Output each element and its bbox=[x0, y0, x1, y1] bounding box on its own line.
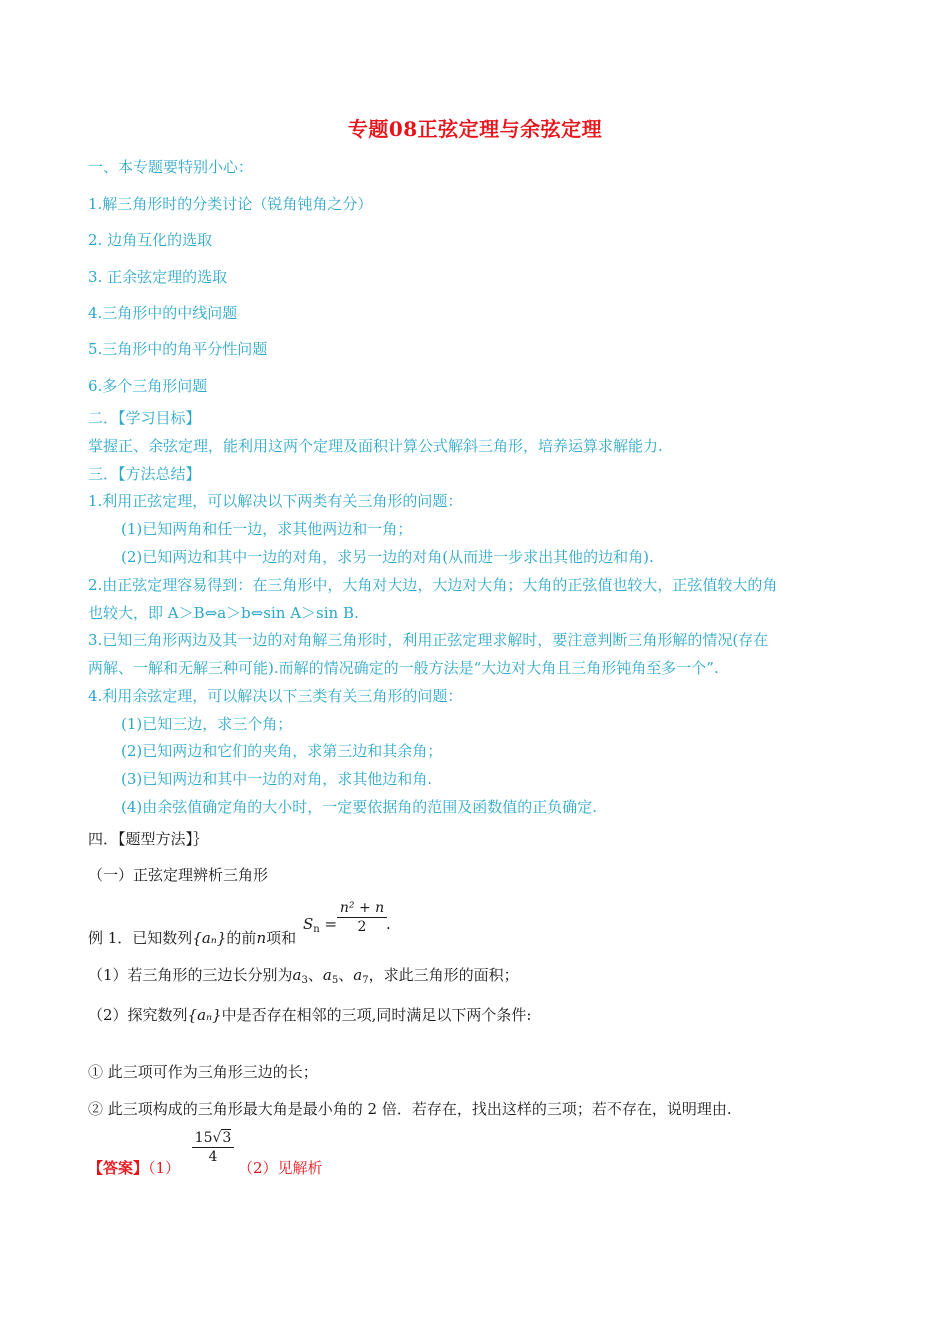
period: . bbox=[386, 915, 391, 933]
method-subitem: (1)已知两角和任一边，求其他两边和一角； bbox=[121, 520, 413, 538]
sequence-symbol: {aₙ} bbox=[192, 929, 227, 947]
answer-line: 【答案】（1） bbox=[88, 1159, 181, 1177]
sum-formula: $S_n$ = bbox=[303, 915, 338, 935]
section1-item: 5.三角形中的角平分性问题 bbox=[88, 340, 268, 358]
section1-item: 2. 边角互化的选取 bbox=[88, 231, 213, 249]
section4-heading: 四．【题型方法】｝ bbox=[88, 830, 209, 848]
method-subitem: (2)已知两边和它们的夹角，求第三边和其余角； bbox=[121, 742, 443, 760]
section1-item: 3. 正余弦定理的选取 bbox=[88, 268, 228, 286]
method-paragraph: 4.利用余弦定理，可以解决以下三类有关三角形的问题： bbox=[88, 687, 463, 705]
section2-heading: 二．【学习目标】 bbox=[88, 409, 201, 427]
method-subitem: (2)已知两边和其中一边的对角，求另一边的对角(从而进一步求出其他的边和角). bbox=[121, 548, 654, 566]
method-paragraph: 3.已知三角形两边及其一边的对角解三角形时，利用正弦定理求解时，要注意判断三角形解的情况(存在 bbox=[88, 631, 769, 649]
section1-item: 1.解三角形时的分类讨论（锐角钝角之分） bbox=[88, 195, 373, 213]
answer-part-2: （2）见解析 bbox=[238, 1159, 323, 1177]
section3-heading: 三．【方法总结】 bbox=[88, 465, 201, 483]
condition-1: ① 此三项可作为三角形三边的长； bbox=[88, 1063, 318, 1081]
method-subitem: (1)已知三边，求三个角； bbox=[121, 715, 293, 733]
section1-heading: 一、本专题要特别小心： bbox=[88, 158, 254, 176]
method-subitem: (4)由余弦值确定角的大小时，一定要依据角的范围及函数值的正负确定. bbox=[121, 798, 598, 816]
method-paragraph: 两解、一解和无解三种可能).而解的情况确定的一般方法是“大边对大角且三角形钝角至多一个”. bbox=[88, 659, 719, 677]
example-statement: 例 1．已知数列{aₙ}的前n项和 bbox=[88, 929, 297, 947]
condition-2: ② 此三项构成的三角形最大角是最小角的 2 倍．若存在，找出这样的三项；若不存在，说明理由. bbox=[88, 1100, 732, 1118]
method-paragraph: 也较大，即 A＞B⇔a＞b⇔sin A＞sin B. bbox=[88, 604, 359, 622]
subsection-heading: （一）正弦定理辨析三角形 bbox=[88, 866, 269, 884]
answer-label: 【答案】 bbox=[88, 1159, 149, 1177]
section2-text: 掌握正、余弦定理，能利用这两个定理及面积计算公式解斜三角形，培养运算求解能力. bbox=[88, 437, 663, 455]
method-paragraph: 1.利用正弦定理，可以解决以下两类有关三角形的问题： bbox=[88, 492, 463, 510]
question-1: （1）若三角形的三边长分别为$a_3$、$a_5$、$a_7$，求此三角形的面积； bbox=[88, 966, 519, 986]
page-title: 专题08正弦定理与余弦定理 bbox=[347, 117, 603, 141]
method-subitem: (3)已知两边和其中一边的对角，求其他边和角. bbox=[121, 770, 433, 788]
sum-fraction: n² + n 2 bbox=[337, 900, 387, 935]
section1-item: 6.多个三角形问题 bbox=[88, 377, 208, 395]
section1-item: 4.三角形中的中线问题 bbox=[88, 304, 238, 322]
method-paragraph: 2.由正弦定理容易得到：在三角形中，大角对大边，大边对大角；大角的正弦值也较大，正弦值较大的角 bbox=[88, 576, 778, 594]
answer-fraction: 15√3 4 bbox=[192, 1130, 234, 1165]
question-2: （2）探究数列{aₙ}中是否存在相邻的三项,同时满足以下两个条件: bbox=[88, 1006, 532, 1024]
